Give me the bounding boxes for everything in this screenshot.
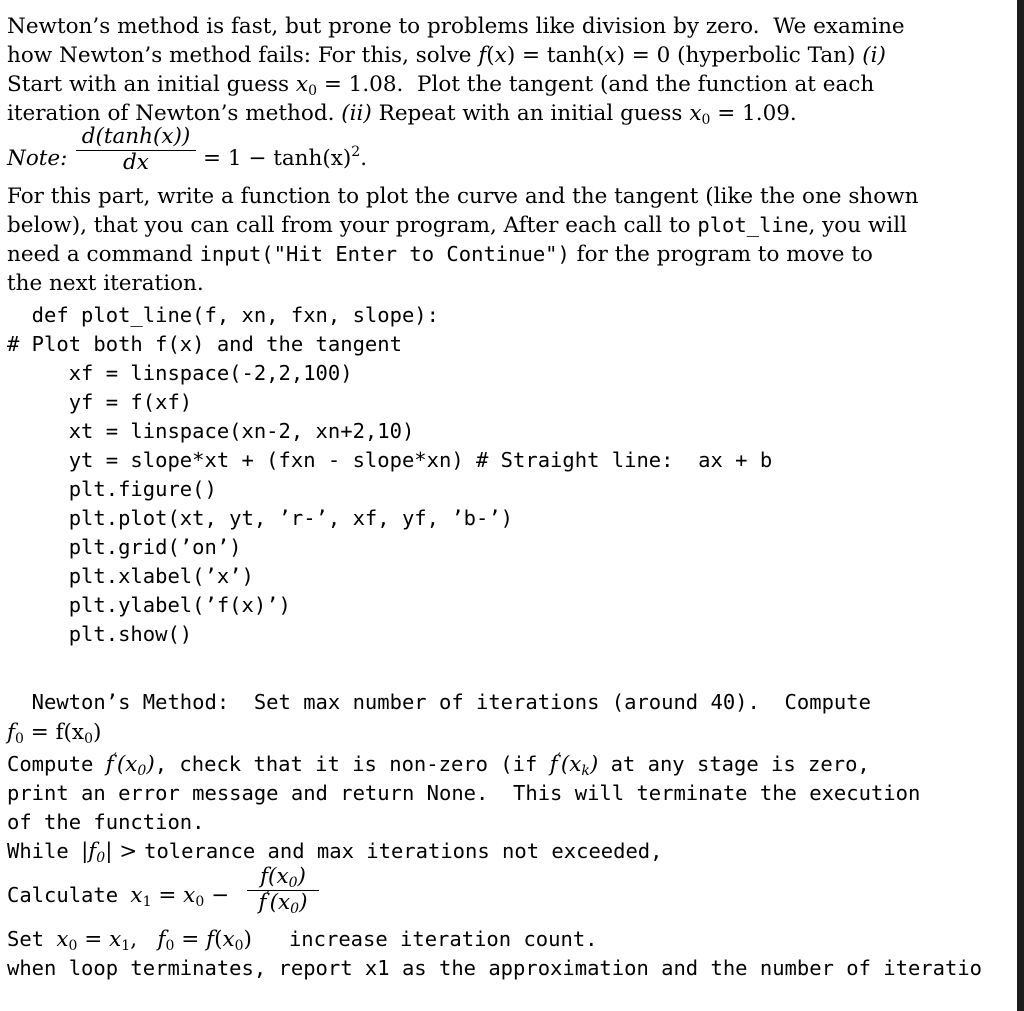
- para-line-3: need a command input("Hit Enter to Continue") for the program to move to: [7, 242, 873, 267]
- algo-line-9: when loop terminates, report x1 as the approximation and the number of iteratio: [7, 956, 983, 980]
- code-line: plt.xlabel(’x’): [7, 564, 254, 588]
- code-line: plt.grid(’on’): [7, 535, 242, 559]
- code-line: plt.show(): [7, 622, 193, 646]
- note-denominator: dx: [123, 149, 149, 175]
- para-line-2: below), that you can call from your program, After each call to plot_line, you will: [7, 213, 907, 238]
- right-edge-divider: [1017, 0, 1024, 1011]
- code-line: plt.plot(xt, yt, ’r-’, xf, yf, ’b-’): [7, 506, 514, 530]
- code-line: plt.ylabel(’f(x)’): [7, 593, 291, 617]
- algo-line-3: Compute $f'(x_0)$, check that it is non-zero (if $f'(x_k)$ at any stage is zero,: [7, 751, 870, 779]
- note-rhs: = $1 - \tanh(x)^2$.: [203, 144, 368, 171]
- para-line-4: the next iteration.: [7, 271, 204, 296]
- para-line-1: For this part, write a function to plot the curve and the tangent (like the one shown: [7, 184, 919, 209]
- algo-line-5: of the function.: [7, 810, 205, 834]
- newton-step-fraction: [247, 864, 319, 917]
- note-numerator: d(tanh(x)): [81, 124, 191, 149]
- algo-line-6: While $|f_0|$ > tolerance and max iterations not exceeded,: [7, 839, 663, 866]
- newton-step-denominator: $f'(x_0)$: [258, 888, 308, 917]
- code-line: xt = linspace(xn-2, xn+2,10): [7, 419, 415, 443]
- algo-line-7: Calculate $x_1 = x_0$ −: [7, 883, 230, 910]
- intro-line-3: Start with an initial guess $x_0 = 1.08$. Plot the tangent (and the function at each: [7, 72, 875, 99]
- algo-line-1: Newton’s Method: Set max number of iterations (around 40). Compute: [7, 690, 871, 714]
- algo-line-8: Set $x_0 = x_1$, $f_0 = f(x_0)$ increase iteration count.: [7, 927, 598, 954]
- code-line: yf = f(xf): [7, 390, 193, 414]
- code-line: xf = linspace(-2,2,100): [7, 361, 353, 385]
- intro-line-1: Newton’s method is fast, but prone to problems like division by zero. We examine: [7, 14, 905, 39]
- algo-line-4: print an error message and return None. This will terminate the execution: [7, 781, 921, 805]
- note-fraction: [76, 126, 196, 173]
- note-label: Note:: [7, 146, 68, 171]
- code-line: yt = slope*xt + (fxn - slope*xn) # Straight line: ax + b: [7, 448, 773, 472]
- algo-line-2: $f_0 = f(x_0)$: [7, 720, 102, 747]
- code-line: plt.figure(): [7, 477, 217, 501]
- code-line: def plot_line(f, xn, fxn, slope):: [7, 303, 439, 327]
- newton-step-numerator: $f(x_0)$: [260, 864, 306, 891]
- code-line: # Plot both f(x) and the tangent: [7, 332, 402, 356]
- intro-line-4: iteration of Newton’s method. (ii) Repeat with an initial guess $x_0 = 1.09$.: [7, 101, 797, 128]
- intro-line-2: how Newton’s method fails: For this, solve f(x) = tanh(x) = 0 (hyperbolic Tan) (i): [7, 43, 886, 68]
